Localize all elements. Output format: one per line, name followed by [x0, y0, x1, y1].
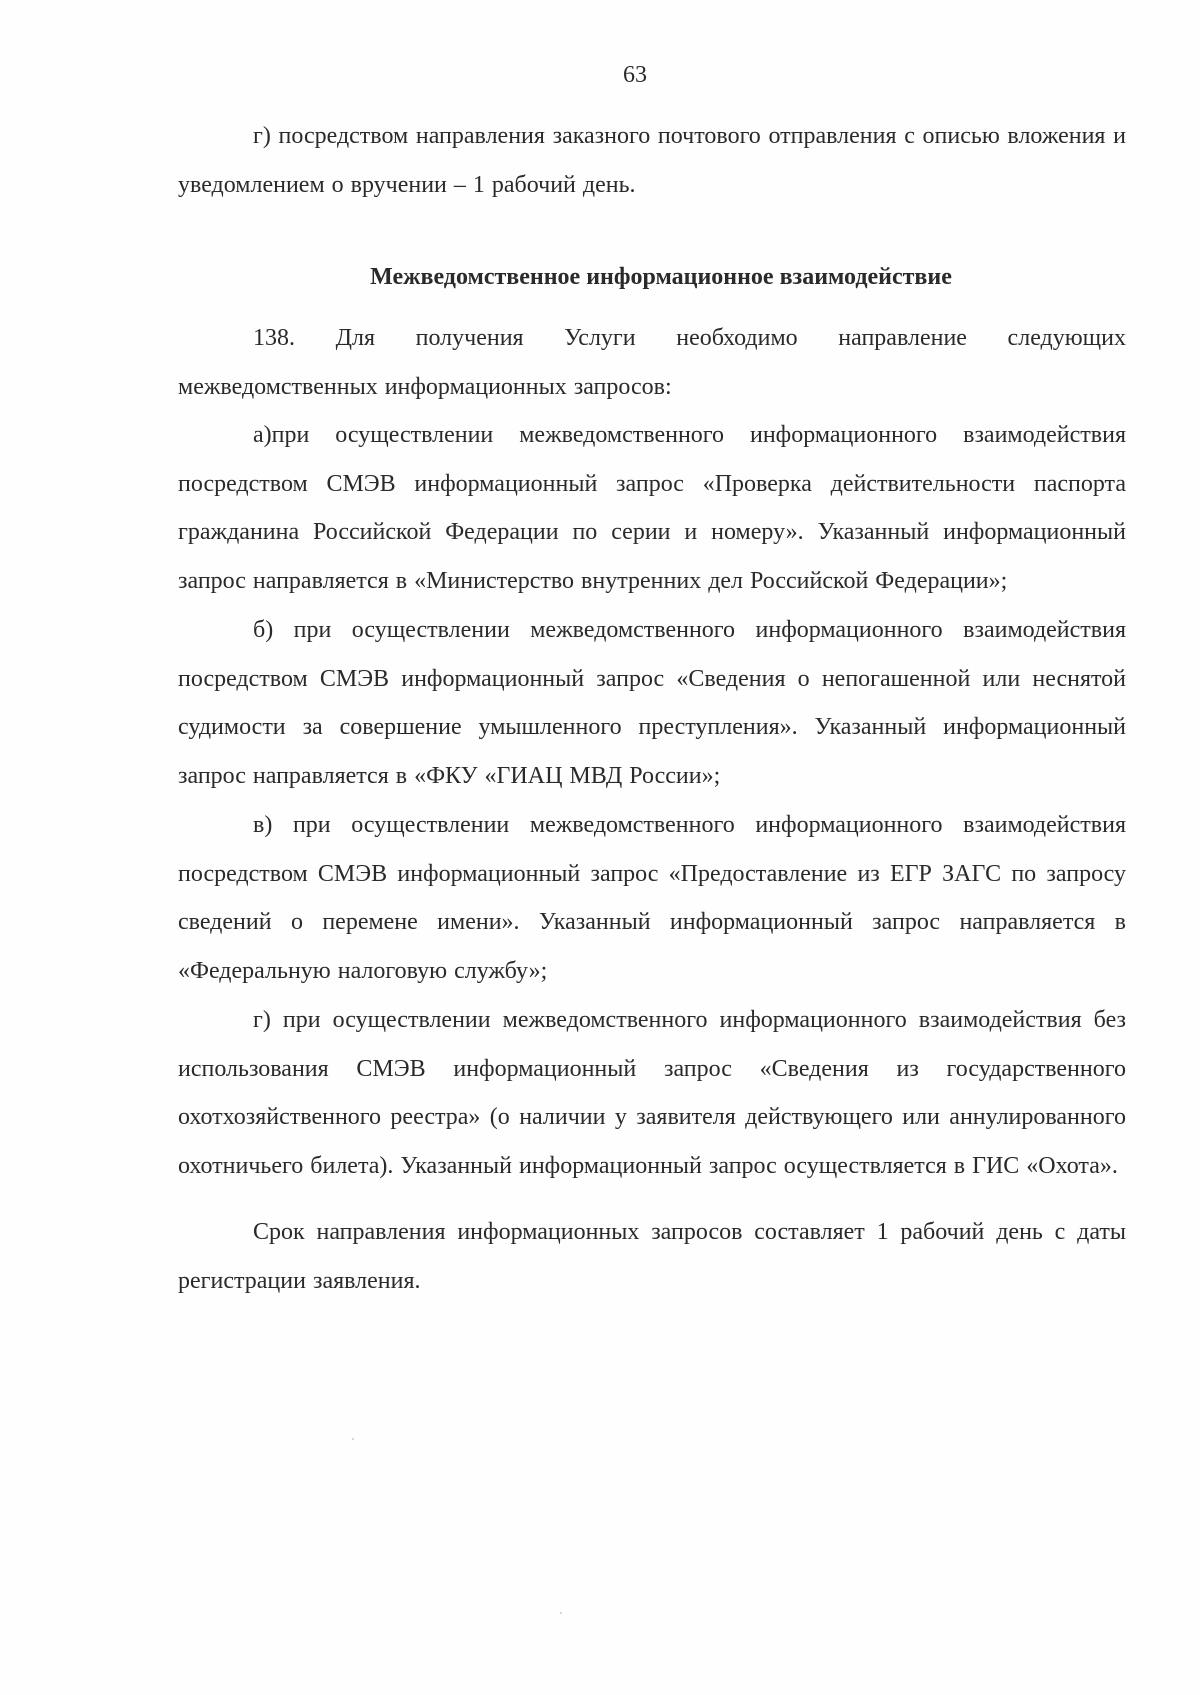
top-text-block: [178, 112, 1126, 209]
paragraph-deadline: Срок направления информационных запросов составляет 1 рабочий день с даты регистрации заявления.: [178, 1219, 1126, 1294]
section-heading: Межведомственное информационное взаимодействие: [370, 264, 952, 290]
paragraph-item-a: а)при осуществлении межведомственного информационного взаимодействия посредством СМЭВ информационный запрос «Проверка действительности паспорта гражданина Российской Федерации по серии и номеру». Указанный информационный запрос направляется в «Министерство внутренних дел Российской Федерации»;: [178, 422, 1126, 594]
page-number: 63: [623, 62, 647, 88]
paragraph-item-v: в) при осуществлении межведомственного информационного взаимодействия посредством СМЭВ информационный запрос «Предоставление из ЕГР ЗАГС по запросу сведений о перемене имени». Указанный информационный запрос направляется в «Федеральную налоговую службу»;: [178, 812, 1126, 984]
paragraph-item-g: г) при осуществлении межведомственного информационного взаимодействия без использования СМЭВ информационный запрос «Сведения из государственного охотхозяйственного реестра» (о наличии у заявителя действующего или аннулированного охотничьего билета). Указанный информационный запрос осуществляется в ГИС «Охота».: [178, 1007, 1126, 1179]
scan-speck: [560, 1612, 562, 1614]
paragraph-item-b: б) при осуществлении межведомственного информационного взаимодействия посредством СМЭВ информационный запрос «Сведения о непогашенной или неснятой судимости за совершение умышленного преступления». Указанный информационный запрос направляется в «ФКУ «ГИАЦ МВД России»;: [178, 617, 1126, 789]
main-text-block: [178, 314, 1126, 1305]
scan-speck: [352, 1438, 354, 1440]
paragraph-top: г) посредством направления заказного почтового отправления с описью вложения и уведомлением о вручении – 1 рабочий день.: [178, 123, 1126, 198]
paragraph-138-intro: 138. Для получения Услуги необходимо направление следующих межведомственных информационных запросов:: [178, 325, 1126, 400]
